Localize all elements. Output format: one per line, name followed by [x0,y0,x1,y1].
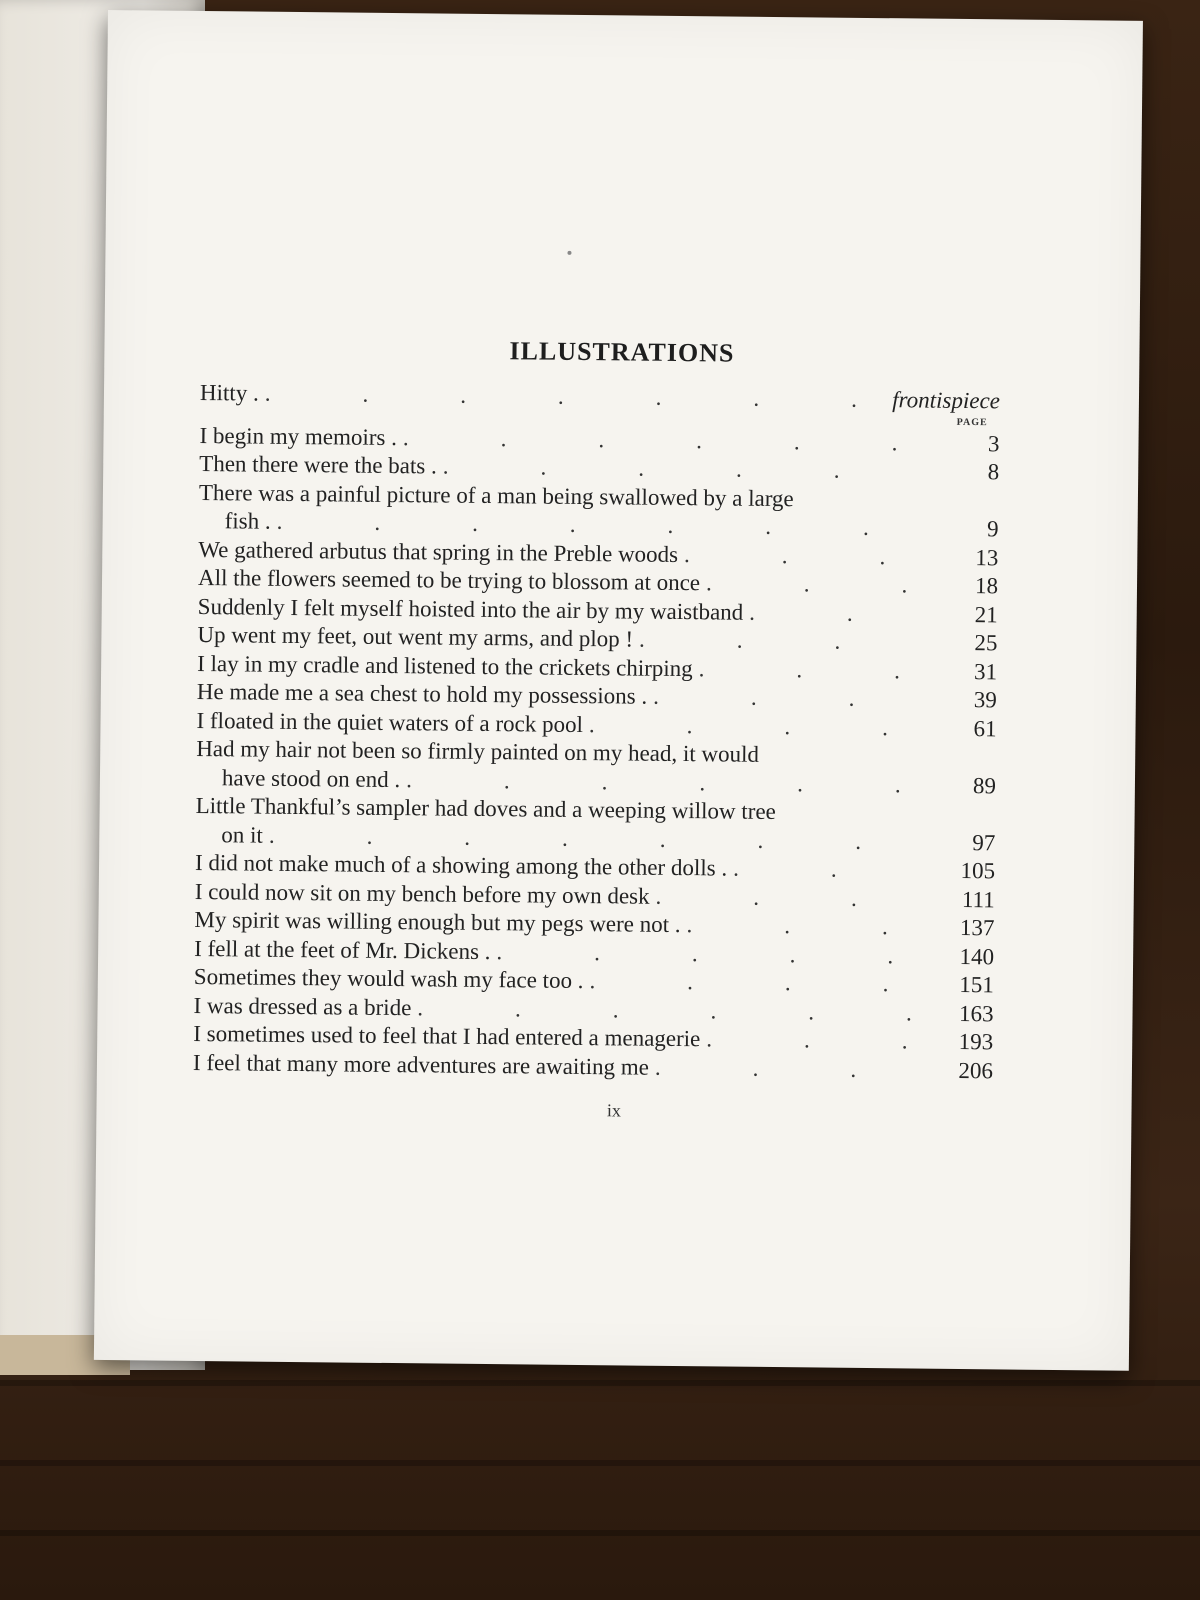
entry-label: Suddenly I felt myself hoisted into the air by my waistband [197,593,744,625]
entry-label: I floated in the quiet waters of a rock pool [196,707,584,737]
entry-page: frontispiece [892,387,1001,414]
entry-page: 13 [975,544,999,570]
wood-grain [0,1460,1200,1466]
entry-page: 25 [974,630,998,656]
wood-grain [0,1530,1200,1536]
entry-label-continued: fish . [224,508,271,534]
book-page [94,10,1143,1371]
entry-label: I was dressed as a bride [193,992,412,1020]
entry-page: 151 [959,971,994,998]
entry-page: 89 [972,772,997,798]
entry-page: 8 [987,459,1000,485]
entry-label: Hitty . [199,379,259,406]
entry-label: Up went my feet, out went my arms, and plop ! [197,621,634,652]
entry-label-continued: on it [221,821,264,848]
dot-leader [700,569,928,600]
dot-leader [583,711,927,743]
entry-label-continued: have stood on end . [221,764,401,792]
entry-label: Sometimes they would wash my face too . [193,963,584,994]
entry-page: 140 [959,943,995,969]
entry-page: 18 [974,573,999,599]
dot-leader [680,911,924,942]
dot-leader [647,683,927,714]
entry-page: 61 [973,715,997,741]
entry-list [193,421,1000,1085]
entry-label: I fell at the feet of Mr. Dickens . [194,935,491,964]
dot-leader [678,541,929,572]
paper-speck [567,251,571,255]
entry-label: Then there were the bats . [199,450,437,479]
entry-page: 111 [961,886,995,912]
entry-label: There was a painful picture of a man being swallowed by a large [198,479,794,511]
dot-leader [649,882,924,913]
entry-page: 31 [973,658,998,684]
dot-leader [727,855,925,886]
entry-page: 193 [958,1028,994,1055]
entry-page: 97 [972,829,996,855]
page-number: ix [606,1100,622,1121]
entry-label: Little Thankful’s sampler had doves and a weeping willow tree [195,792,776,825]
entry-page: 3 [987,430,1000,456]
entry-label: He made me a sea chest to hold my possessions . [196,678,648,709]
entry-page: 206 [958,1057,994,1083]
entry-page: 9 [986,516,999,542]
page-column-label: PAGE [956,416,988,428]
entry-label: I did not make much of a showing among the other dolls . [194,849,728,881]
dot-leader [693,655,928,686]
entry-label: I feel that many more adventures are awaiting me [192,1049,650,1080]
entry-label: My spirit was willing enough but my pegs were not . [194,906,681,938]
entry-page: 105 [960,857,996,884]
entry-label: Had my hair not been so firmly painted on my head, it would [196,735,760,767]
entry-page: 21 [974,601,998,627]
dot-leader [490,938,924,971]
wood-grain [0,1380,1200,1386]
entry-page: 39 [973,687,997,713]
dot-leader [743,598,928,628]
entry-label: All the flowers seemed to be trying to blossom at once [197,564,701,596]
dot-leader [649,1053,923,1084]
dot-leader [700,1025,923,1056]
page-title: ILLUSTRATIONS [509,336,735,368]
dot-leader [437,452,930,486]
entry-label: I lay in my cradle and listened to the crickets chirping [197,650,693,681]
entry-label: I could now sit on my bench before my own desk [194,878,650,909]
entry-page: 137 [959,914,995,941]
entry-label: I sometimes used to feel that I had entered a menagerie [193,1020,701,1052]
illustrations-list [193,379,1000,1085]
dot-leader [633,626,928,658]
dot-leader [583,967,924,999]
entry-page: 163 [958,1000,994,1026]
entry-label: I begin my memoirs . [199,422,398,450]
entry-label: We gathered arbutus that spring in the Preble woods [198,536,679,567]
